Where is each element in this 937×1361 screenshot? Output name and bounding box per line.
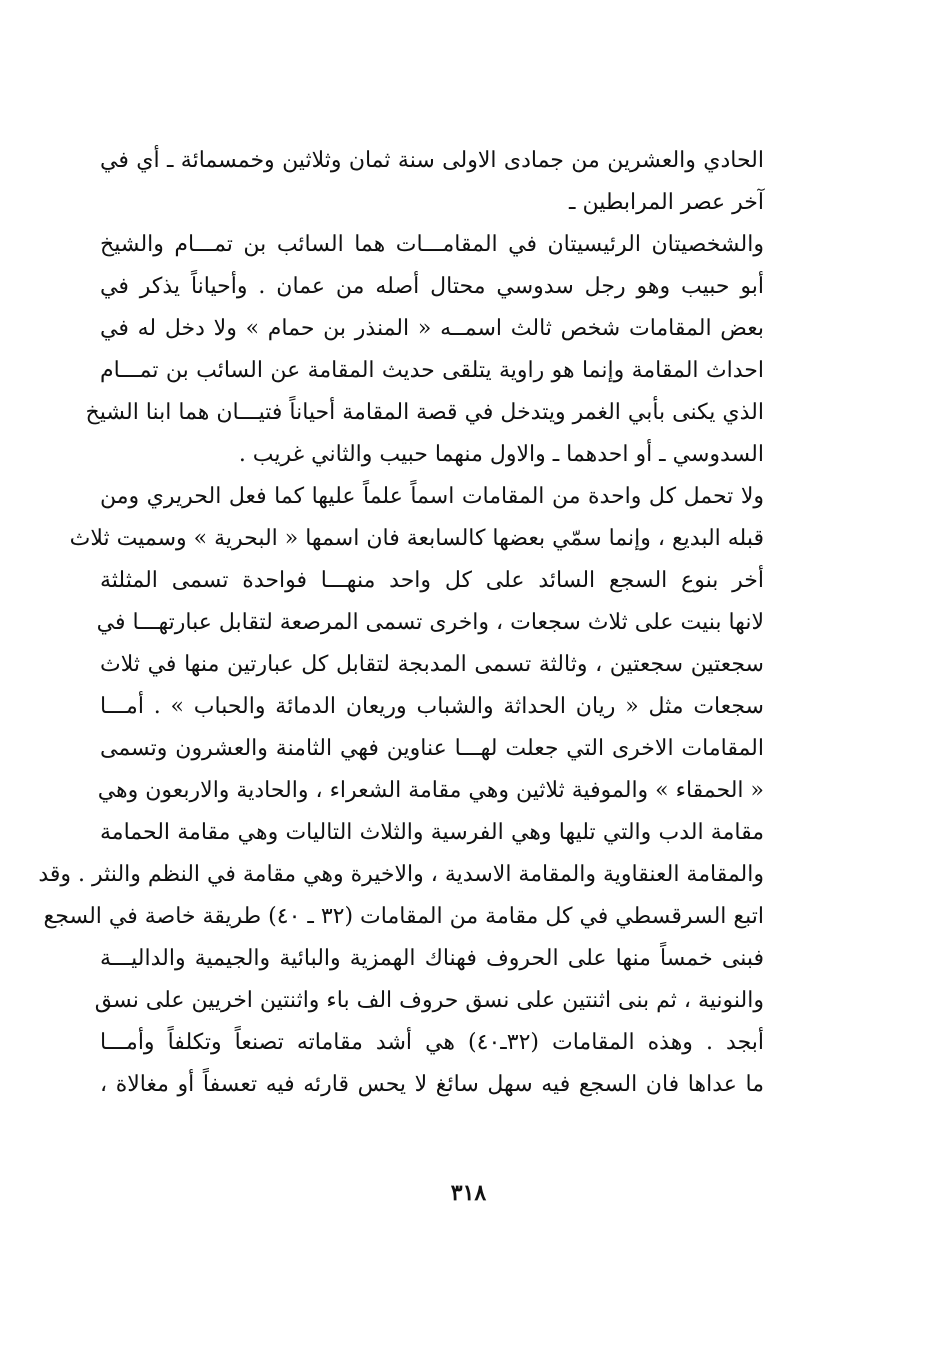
- text-line: ولا تحمل كل واحدة من المقامات اسماً علماً عليها كما فعل الحريري ومن: [100, 484, 764, 509]
- text-line: فبنى خمساً منها على الحروف فهناك الهمزية والبائية والجيمية والداليـــة: [100, 946, 764, 971]
- body-text: [38, 140, 765, 1106]
- text-line: السدوسي ـ أو احدهما ـ والاول منهما حبيب والثاني غريب .: [238, 442, 764, 467]
- text-line: الحادي والعشرين من جمادى الاولى سنة ثمان وثلاثين وخمسمائة ـ أي في: [100, 148, 764, 173]
- text-line: والنونية ، ثم بنى اثنتين على نسق حروف الف باء واثنتين اخريين على نسق: [94, 988, 764, 1013]
- text-line: أبجد . وهذه المقامات (٣٢ـ٤٠) هي أشد مقاماته تصنعاً وتكلفاً وأمـــا: [100, 1030, 765, 1055]
- text-line: سجعات مثل « ريان الحداثة والشباب وريعان الدمائة والحباب » . أمـــا: [100, 694, 764, 719]
- text-line: مقامة الدب والتي تليها وهي الفرسية والثلاث التاليات وهي مقامة الحمامة: [100, 820, 764, 845]
- text-line: احداث المقامة وإنما هو راوية يتلقى حديث المقامة عن السائب بن تمـــام: [100, 358, 764, 383]
- text-line: والمقامة العنقاوية والمقامة الاسدية ، والاخيرة وهي مقامة في النظم والنثر . وقد: [38, 862, 764, 887]
- text-line: أبو حبيب وهو رجل سدوسي محتال أصله من عمان . وأحياناً يذكر في: [100, 274, 764, 299]
- text-line: الذي يكنى بأبي الغمر ويتدخل في قصة المقامة أحياناً فتيـــان هما ابنا الشيخ: [85, 400, 764, 425]
- text-line: المقامات الاخرى التي جعلت لهـــا عناوين فهي الثامنة والعشرون وتسمى: [100, 736, 764, 761]
- text-line: قبله البديع ، وإنما سمّي بعضها كالسابعة فان اسمها « البحرية » وسميت ثلاث: [69, 526, 764, 551]
- page-number: ٣١٨: [450, 1180, 487, 1206]
- text-line: آخر عصر المرابطين ـ: [569, 190, 764, 215]
- text-line: لانها بنيت على ثلاث سجعات ، واخرى تسمى المرصعة لتقابل عبارتهـــا في: [96, 610, 764, 635]
- text-line: سجعتين سجعتين ، وثالثة تسمى المدبجة لتقابل كل عبارتين منها في ثلاث: [100, 652, 764, 677]
- text-line: ما عداها فان السجع فيه سهل سائغ لا يحس قارئه فيه تعسفاً أو مغالاة ،: [100, 1072, 764, 1097]
- text-line: أخر بنوع السجع السائد على كل واحد منهـــا فواحدة تسمى المثلثة: [100, 568, 764, 593]
- text-line: « الحمقاء » والموفية ثلاثين وهي مقامة الشعراء ، والحادية والاربعون وهي: [97, 778, 764, 803]
- text-line: والشخصيتان الرئيسيتان في المقامـــات هما السائب بن تمـــام والشيخ: [100, 232, 764, 257]
- text-line: بعض المقامات شخص ثالث اسمــه « المنذر بن حمام » ولا دخل له في: [100, 316, 764, 341]
- text-line: اتبع السرقسطي في كل مقامة من المقامات (٣٢ ـ ٤٠) طريقة خاصة في السجع: [43, 904, 764, 929]
